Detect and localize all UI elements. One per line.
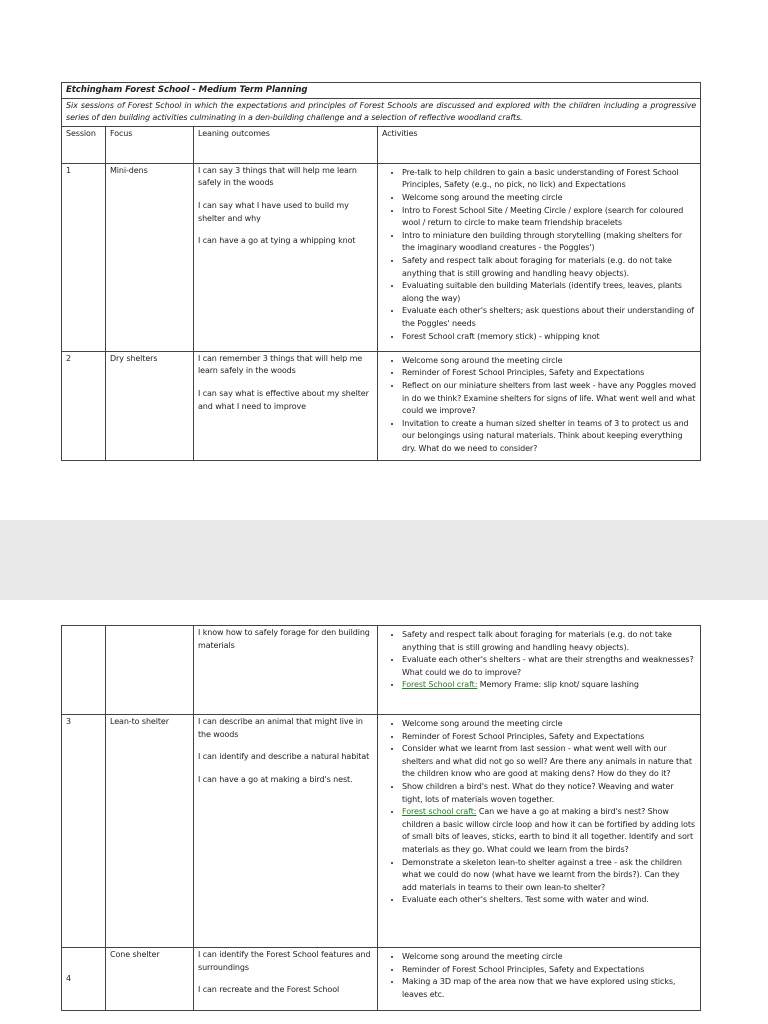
intro-row	[62, 98, 701, 126]
header-outcomes: Leaning outcomes	[194, 126, 378, 163]
header-focus: Focus	[106, 126, 194, 163]
activities-list	[382, 167, 696, 343]
activities-cell	[378, 626, 701, 715]
document-page-2	[0, 600, 768, 1024]
header-activities: Activities	[378, 126, 701, 163]
activity-item: • Evaluate each other's shelters - what are their strengths and weaknesses? What could we do to improve?	[402, 654, 696, 679]
activity-item: • Intro to miniature den building through storytelling (making shelters for the imaginary woodland creatures - the Poggles')	[402, 230, 696, 255]
session-focus	[106, 626, 194, 715]
header-session: Session	[62, 126, 106, 163]
table-row	[62, 163, 701, 351]
learning-outcomes	[194, 351, 378, 460]
activity-item: • Consider what we learnt from last session - what went well with our shelters and what did not go so well? Are there any animals in nature that the children know who are good at making dens? How do they do it?	[402, 743, 696, 781]
activity-item: • Evaluating suitable den building Materials (identify trees, leaves, plants along the way)	[402, 280, 696, 305]
activity-item: • Reflect on our miniature shelters from last week - have any Poggles moved in do we think? Examine shelters for signs of life. What went well and what could we improve?	[402, 380, 696, 418]
activity-item: • Reminder of Forest School Principles, Safety and Expectations	[402, 964, 696, 977]
document-intro: Six sessions of Forest School in which the expectations and principles of Forest Schools are discussed and explored with the children including a progressive series of den building activities culminating in a den-building challenge and a selection of reflective woodland crafts.	[62, 98, 701, 126]
activity-item: • Invitation to create a human sized shelter in teams of 3 to protect us and our belongings using natural materials. Think about keeping everything dry. What do we need to consider?	[402, 418, 696, 456]
outcome-item: I know how to safely forage for den building materials	[198, 628, 370, 650]
learning-outcomes	[194, 626, 378, 715]
table-row	[62, 626, 701, 715]
activity-text: Can we have a go at making a bird's nest? Show children a basic willow circle loop and how it can be fortified by adding lots of small bits of leaves, sticks, earth to bind it all together. Identify and sort materials as they go. What could we learn from the birds?	[402, 807, 695, 854]
activity-item: • Forest School craft (memory stick) - whipping knot	[402, 331, 696, 344]
session-number: 1	[62, 163, 106, 351]
activity-item	[402, 679, 696, 692]
forest-school-craft-link[interactable]: Forest school craft:	[402, 807, 477, 817]
activity-item: • Making a 3D map of the area now that we have explored using sticks, leaves etc.	[402, 976, 696, 1001]
outcome-item: I can identify and describe a natural habitat	[198, 752, 370, 762]
activity-item: • Demonstrate a skeleton lean-to shelter against a tree - ask the children what we could do now (what have we learnt from the birds?). Can they add materials in teams to their own lean-to shelter?	[402, 857, 696, 895]
activity-item: • Safety and respect talk about foraging for materials (e.g. do not take anything that is still growing and handling heavy objects).	[402, 255, 696, 280]
session-focus: Cone shelter	[106, 948, 194, 1011]
activities-list	[382, 951, 696, 1001]
activities-cell	[378, 351, 701, 460]
outcome-item: I can recreate and the Forest School	[198, 985, 340, 995]
outcome-item: I can remember 3 things that will help me learn safely in the woods	[198, 353, 363, 376]
activity-item: • Show children a bird's nest. What do they notice? Weaving and water tight, lots of materials woven together.	[402, 781, 696, 806]
activities-list	[382, 355, 696, 456]
session-number: 4	[62, 948, 106, 1011]
outcome-item: I can describe an animal that might live in the woods	[198, 717, 363, 739]
forest-school-craft-link[interactable]: Forest School craft:	[402, 680, 478, 690]
activity-item: • Evaluate each other's shelters; ask questions about their understanding of the Poggles' needs	[402, 305, 696, 330]
activity-item: • Reminder of Forest School Principles, Safety and Expectations	[402, 731, 696, 744]
activities-cell	[378, 715, 701, 948]
activity-item: • Welcome song around the meeting circle	[402, 355, 696, 368]
activities-cell	[378, 948, 701, 1011]
activities-list	[382, 629, 696, 692]
activity-item: • Welcome song around the meeting circle	[402, 718, 696, 731]
activity-item: • Welcome song around the meeting circle	[402, 192, 696, 205]
activity-item: • Evaluate each other's shelters. Test some with water and wind.	[402, 894, 696, 907]
outcome-item: I can say what is effective about my shelter and what I need to improve	[198, 388, 369, 411]
activity-item: • Safety and respect talk about foraging for materials (e.g. do not take anything that is still growing and handling heavy objects).	[402, 629, 696, 654]
outcome-item: I can say what I have used to build my shelter and why	[198, 200, 349, 223]
learning-outcomes	[194, 163, 378, 351]
outcome-item: I can have a go at making a bird's nest.	[198, 774, 353, 784]
activity-item	[402, 806, 696, 856]
planning-table-page-1	[61, 82, 701, 461]
outcome-item: I can say 3 things that will help me learn safely in the woods	[198, 165, 357, 188]
document-title: Etchingham Forest School - Medium Term Planning	[62, 83, 701, 99]
activity-item: • Reminder of Forest School Principles, Safety and Expectations	[402, 367, 696, 380]
table-row	[62, 351, 701, 460]
header-row	[62, 126, 701, 163]
activity-item: • Pre-talk to help children to gain a basic understanding of Forest School Principles, Safety (e.g., no pick, no lick) and Expectations	[402, 167, 696, 192]
planning-table-page-2	[61, 625, 701, 1011]
session-focus: Mini-dens	[106, 163, 194, 351]
table-row	[62, 948, 701, 1011]
learning-outcomes	[194, 715, 378, 948]
outcome-item: I can identify the Forest School features and surroundings	[198, 950, 371, 972]
activities-list	[382, 718, 696, 907]
activity-text: Memory Frame: slip knot/ square lashing	[477, 680, 639, 690]
activity-item: • Welcome song around the meeting circle	[402, 951, 696, 964]
activity-item: • Intro to Forest School Site / Meeting Circle / explore (search for coloured wool / return to circle to make team friendship bracelets	[402, 205, 696, 230]
learning-outcomes	[194, 948, 378, 1011]
session-focus: Lean-to shelter	[106, 715, 194, 948]
session-number: 3	[62, 715, 106, 948]
page-separator	[0, 520, 768, 600]
activities-cell	[378, 163, 701, 351]
session-number: 2	[62, 351, 106, 460]
session-number	[62, 626, 106, 715]
session-focus: Dry shelters	[106, 351, 194, 460]
table-row	[62, 715, 701, 948]
title-row	[62, 83, 701, 99]
outcome-item: I can have a go at tying a whipping knot	[198, 236, 356, 246]
